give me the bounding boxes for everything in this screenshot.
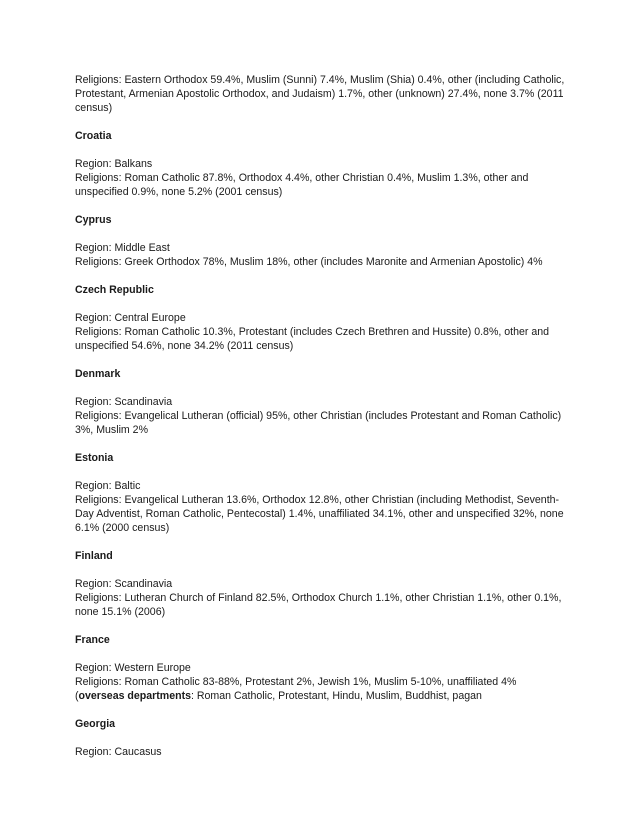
religions-denmark: Religions: Evangelical Lutheran (official) 95%, other Christian (includes Protestant and Roman Catholic) 3%, Muslim 2% <box>75 410 562 436</box>
religions-france <box>75 675 565 703</box>
country-heading-croatia: Croatia <box>75 130 112 142</box>
religions-croatia: Religions: Roman Catholic 87.8%, Orthodox 4.4%, other Christian 0.4%, Muslim 1.3%, other and unspecified 0.9%, none 5.2% (2001 census) <box>75 172 529 198</box>
religions-france-bold: overseas departments <box>78 690 191 702</box>
country-heading-czech-republic: Czech Republic <box>75 284 154 296</box>
region-croatia: Region: Balkans <box>75 158 153 170</box>
country-heading-georgia: Georgia <box>75 718 116 730</box>
region-finland: Region: Scandinavia <box>75 578 173 590</box>
region-denmark: Region: Scandinavia <box>75 396 173 408</box>
region-georgia: Region: Caucasus <box>75 746 162 758</box>
religions-france-text-2: : Roman Catholic, Protestant, Hindu, Muslim, Buddhist, pagan <box>191 690 482 702</box>
religions-estonia: Religions: Evangelical Lutheran 13.6%, Orthodox 12.8%, other Christian (including Methodist, Seventh-Day Adventist, Roman Catholic, Pentecostal) 1.4%, unaffiliated 34.1%, other and unspecified 32%, none 6.1% (2000 census) <box>75 494 564 534</box>
intro-religions: Religions: Eastern Orthodox 59.4%, Muslim (Sunni) 7.4%, Muslim (Shia) 0.4%, other (including Catholic, Protestant, Armenian Apostolic Orthodox, and Judaism) 1.7%, other (unknown) 27.4%, none 3.7% (2011 census) <box>75 74 565 114</box>
religions-cyprus: Religions: Greek Orthodox 78%, Muslim 18%, other (includes Maronite and Armenian Apostolic) 4% <box>75 256 543 268</box>
region-france: Region: Western Europe <box>75 662 191 674</box>
religions-czech-republic: Religions: Roman Catholic 10.3%, Protestant (includes Czech Brethren and Hussite) 0.8%, other and unspecified 54.6%, none 34.2% (2011 census) <box>75 326 550 352</box>
region-estonia: Region: Baltic <box>75 480 141 492</box>
document-page <box>75 73 565 759</box>
country-heading-finland: Finland <box>75 550 113 562</box>
country-heading-cyprus: Cyprus <box>75 214 112 226</box>
region-cyprus: Region: Middle East <box>75 242 170 254</box>
religions-finland: Religions: Lutheran Church of Finland 82.5%, Orthodox Church 1.1%, other Christian 1.1%, other 0.1%, none 15.1% (2006) <box>75 592 562 618</box>
country-heading-denmark: Denmark <box>75 368 121 380</box>
religions-france-text-1: Religions: Roman Catholic 83-88%, Protestant 2%, Jewish 1%, Muslim 5-10%, unaffiliated 4% ( <box>75 676 517 702</box>
country-heading-france: France <box>75 634 110 646</box>
region-czech-republic: Region: Central Europe <box>75 312 186 324</box>
country-heading-estonia: Estonia <box>75 452 114 464</box>
